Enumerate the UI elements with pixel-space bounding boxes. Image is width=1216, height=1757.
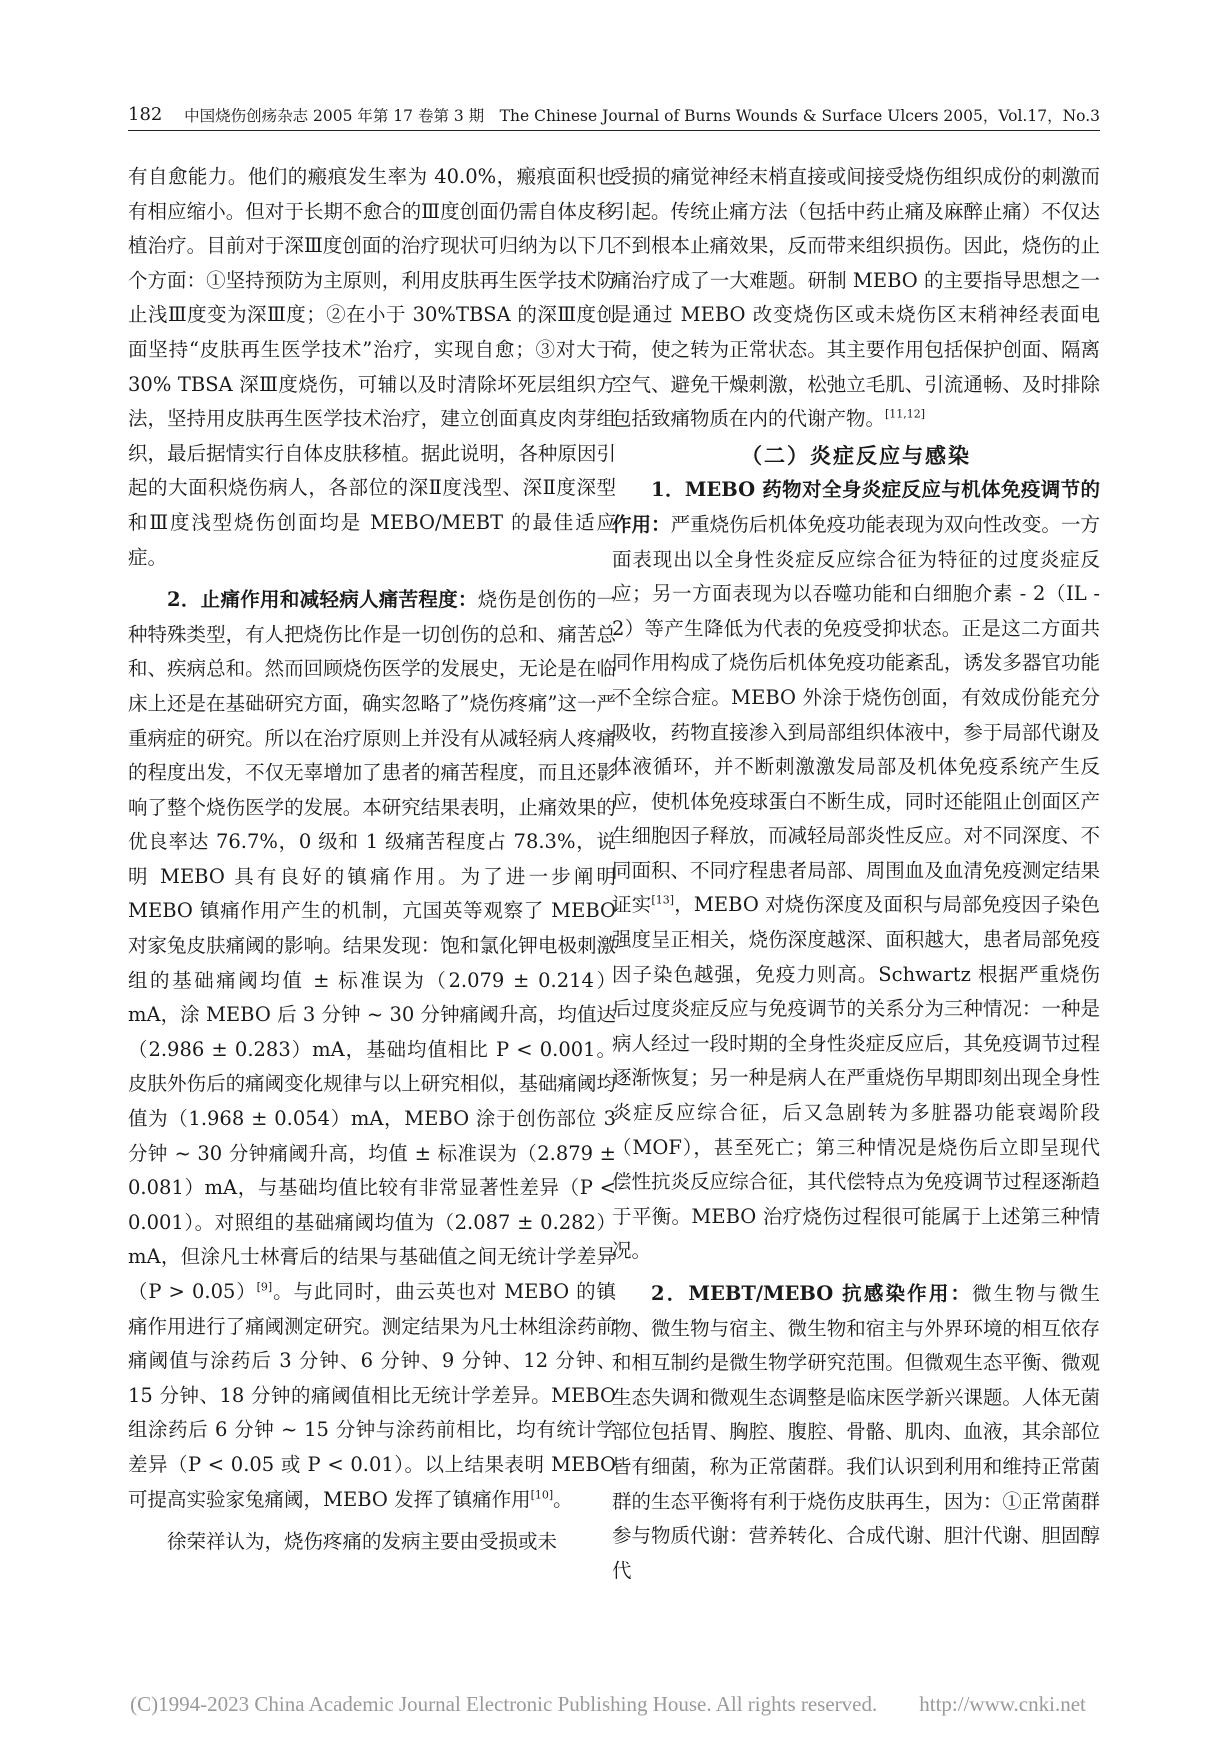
citation-10: [10] — [530, 1488, 554, 1502]
paragraph-analgesia-body: 烧伤是创伤的一种特殊类型，有人把烧伤比作是一切创伤的总和、痛苦总和、疾病总和。然而回顾烧伤医学的发展史，无论是在临床上还是在基础研究方面，确实忽略了”烧伤疼痛”这一严重病症的研究。所以在治疗原则上并没有从减轻病人疼痛的程度出发，不仅无辜增加了患者的痛苦程度，而且还影响了整个烧伤医学的发展。本研究结果表明，止痛效果的优良率达 76.7%，0 级和 1 级痛苦程度占 78.3%，说明 MEBO 具有良好的镇痛作用。为了进一步阐明 MEBO 镇痛作用产生的机制，亢国英等观察了 MEBO 对家兔皮肤痛阈的影响。结果发现：饱和氯化钾电极刺激组的基础痛阈均值 ± 标准误为（2.079 ± 0.214）mA，涂 MEBO 后 3 分钟 ~ 30 分钟痛阈升高，均值达（2.986 ± 0.283）mA，基础均值相比 P < 0.001。皮肤外伤后的痛阈变化规律与以上研究相似，基础痛阈均值为（1.968 ± 0.054）mA，MEBO 涂于创伤部位 3 分钟 ~ 30 分钟痛阈升高，均值 ± 标准误为（2.879 ± 0.081）mA，与基础均值比较有非常显著性差异（P < 0.001）。对照组的基础痛阈均值为（2.087 ± 0.282）mA，但涂凡士林膏后的结果与基础值之间无统计学差异（P > 0.05） — [128, 588, 616, 1303]
subsection-heading-analgesia: 2．止痛作用和减轻病人痛苦程度： — [167, 588, 478, 612]
page-number: 182 — [128, 104, 163, 125]
paragraph-immune-regulation — [612, 473, 1100, 1269]
citation-13: [13] — [651, 893, 675, 907]
citation-9: [9] — [256, 1280, 273, 1294]
paragraph-anti-infection — [612, 1277, 1100, 1588]
page-header — [128, 100, 1100, 130]
right-column — [612, 160, 1100, 1588]
paragraph-immune-cont: ，MEBO 对烧伤深度及面积与局部免疫因子染色强度呈正相关，烧伤深度越深、面积越大，患者局部免疫因子染色越强，免疫力则高。Schwartz 根据严重烧伤后过度炎症反应与免疫调节的关系分为三种情况：一种是病人经过一段时期的全身性炎症反应后，其免疫调节过程逐渐恢复；另一种是病人在严重烧伤早期即刻出现全身性炎症反应综合征，后又急剧转为多脏器功能衰竭阶段（MOF），甚至死亡；第三种情况是烧伤后立即呈现代偿性抗炎反应综合征，其代偿特点为免疫调节过程逐渐趋于平衡。MEBO 治疗烧伤过程很可能属于上述第三种情况。 — [612, 893, 1100, 1263]
section-heading-inflammation: （二）炎症反应与感染 — [741, 442, 971, 468]
running-head: 中国烧伤创疡杂志 2005 年第 17 卷第 3 期 The Chinese Journal of Burns Wounds & Surface Ulcers 2005，Vol.17，No.3 — [184, 107, 1100, 125]
subsection-heading-anti-infection: 2．MEBT/MEBO 抗感染作用： — [651, 1282, 973, 1305]
citation-11-12: [11,12] — [885, 407, 926, 421]
paragraph-analgesia-end: 。 — [553, 1487, 573, 1511]
paragraph-gap — [612, 1269, 1100, 1277]
subsection-heading-immune: 1．MEBO 药物对全身炎症反应与机体免疫调节的作用： — [612, 478, 1100, 536]
paragraph-analgesia-cont: 。与此同时，曲云英也对 MEBO 的镇痛作用进行了痛阈测定研究。测定结果为凡士林组涂药前痛阈值与涂药后 3 分钟、6 分钟、9 分钟、12 分钟、15 分钟、18 分钟的痛阈值相比无统计学差异。MEBO 组涂药后 6 分钟 ~ 15 分钟与涂药前相比，均有统计学差异（P < 0.05 或 P < 0.01）。以上结果表明 MEBO 可提高实验家兔痛阈，MEBO 发挥了镇痛作用 — [128, 1280, 617, 1511]
paragraph-pain-mechanism-cont — [612, 160, 1100, 437]
paragraph-gap — [128, 1517, 616, 1525]
copyright-footer: (C)1994-2023 China Academic Journal Electronic Publishing House. All rights reserved. http://www.cnki.net — [130, 1692, 1086, 1716]
paragraph-immune-body: 严重烧伤后机体免疫功能表现为双向性改变。一方面表现出以全身性炎症反应综合征为特征的过度炎症反应；另一方面表现为以吞噬功能和白细胞介素 - 2（IL - 2）等产生降低为代表的免疫受抑状态。正是这二方面共同作用构成了烧伤后机体免疫功能紊乱，诱发多器官功能不全综合症。MEBO 外涂于烧伤创面，有效成份能充分吸收，药物直接渗入到局部组织体液中，参于局部代谢及体液循环，并不断刺激激发局部及机体免疫系统产生反应，使机体免疫球蛋白不断生成，同时还能阻止创面区产生细胞因子释放，而减轻局部炎性反应。对不同深度、不同面积、不同疗程患者局部、周围血及血清免疫测定结果证实 — [612, 512, 1100, 917]
header-rule — [128, 130, 1100, 131]
paragraph-analgesia — [128, 583, 616, 1517]
left-column — [128, 160, 616, 1560]
paragraph-pain-mechanism: 徐荣祥认为，烧伤疼痛的发病主要由受损或未 — [167, 1530, 558, 1554]
paragraph-pain-mechanism-body: 受损的痛觉神经末梢直接或间接受烧伤组织成份的刺激而引起。传统止痛方法（包括中药止痛及麻醉止痛）不仅达不到根本止痛效果，反而带来组织损伤。因此，烧伤的止痛治疗成了一大难题。研制 MEBO 的主要指导思想之一是通过 MEBO 改变烧伤区或未烧伤区末稍神经表面电荷，使之转为正常状态。其主要作用包括保护创面、隔离空气、避免干燥刺激，松弛立毛肌、引流通畅、及时排除包括致痛物质在内的代谢产物。 — [612, 165, 1100, 431]
paragraph-anti-infection-body: 微生物与微生物、微生物与宿主、微生物和宿主与外界环境的相互依存和相互制约是微生物学研究范围。但微观生态平衡、微观生态失调和微观生态调整是临床医学新兴课题。人体无菌部位包括胃、胸腔、腹腔、骨骼、肌肉、血液，其余部位皆有细菌，称为正常菌群。我们认识到利用和维持正常菌群的生态平衡将有利于烧伤皮肤再生，因为：①正常菌群参与物质代谢：营养转化、合成代谢、胆汁代谢、胆固醇代 — [612, 1282, 1100, 1582]
paragraph-gap — [128, 575, 616, 583]
paragraph-healing: 有自愈能力。他们的瘢痕发生率为 40.0%，瘢痕面积也有相应缩小。但对于长期不愈合的Ⅲ度创面仍需自体皮移植治疗。目前对于深Ⅲ度创面的治疗现状可归纳为以下几个方面：①坚持预防为主原则，利用皮肤再生医学技术防止浅Ⅲ度变为深Ⅲ度；②在小于 30%TBSA 的深Ⅲ度创面坚持“皮肤再生医学技术”治疗，实现自愈；③对大于 30% TBSA 深Ⅲ度烧伤，可辅以及时清除坏死层组织方法，坚持用皮肤再生医学技术治疗，建立创面真皮肉芽组织，最后据情实行自体皮肤移植。据此说明，各种原因引起的大面积烧伤病人，各部位的深Ⅱ度浅型、深Ⅱ度深型和Ⅲ度浅型烧伤创面均是 MEBO/MEBT 的最佳适应症。 — [128, 165, 616, 569]
